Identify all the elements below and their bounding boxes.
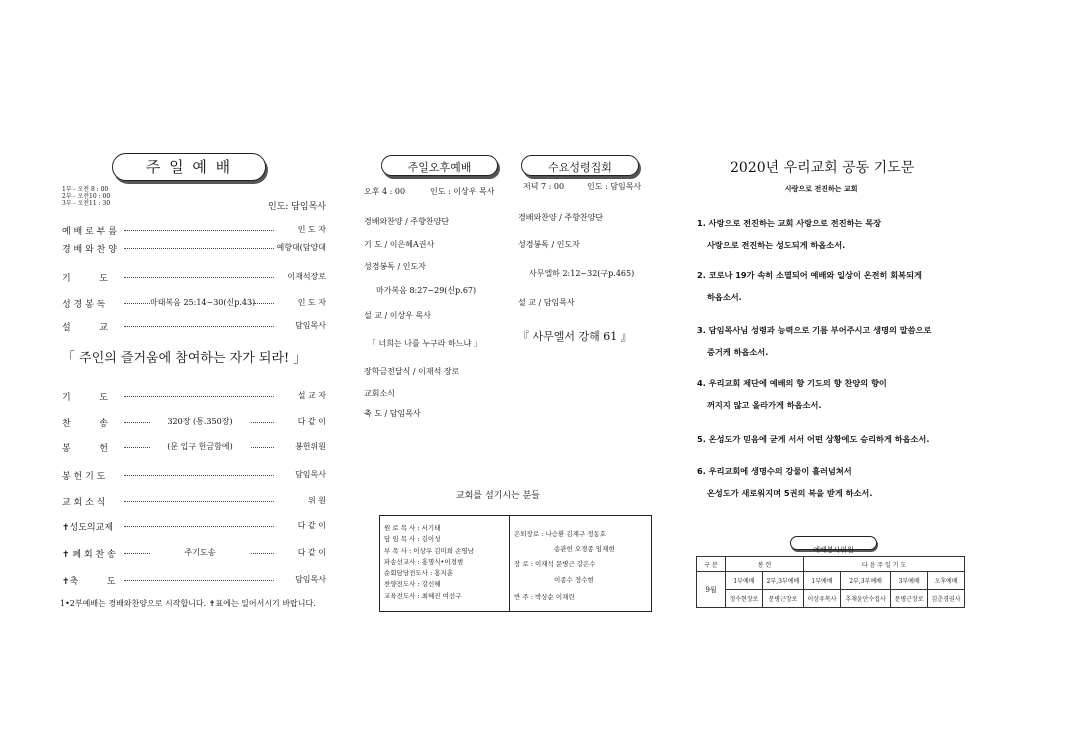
afternoon-item-9: 축 도 / 담임목사 xyxy=(364,409,421,418)
prayer-line: 2. 코로나 19가 속히 소멸되어 예배와 일상이 온전히 회복되게 xyxy=(697,270,922,280)
leader-dots xyxy=(124,277,274,278)
order-label: 기 도 xyxy=(62,274,108,284)
afternoon-title-box xyxy=(381,155,498,176)
servants-divider xyxy=(509,516,510,611)
volunteers-subheader-row xyxy=(697,572,965,590)
order-detail: 320장 (통.350장) xyxy=(150,416,250,427)
servants-title: 교회를 섬기시는 분들 xyxy=(456,491,540,501)
volunteers-header-row xyxy=(697,557,965,572)
order-label: 경 배 와 찬 양 xyxy=(62,245,117,255)
leader-dots xyxy=(124,248,274,249)
order-label: 성 경 봉 독 xyxy=(62,300,106,310)
afternoon-item-1: 경배와찬양 / 주향찬양단 xyxy=(364,217,450,226)
order-label: 봉 헌 기 도 xyxy=(62,472,106,482)
prayer-subtitle: 사랑으로 전진하는 교회 xyxy=(785,185,858,193)
prayer-line: 꺼지지 않고 올라가게 하옵소서. xyxy=(707,400,822,410)
order-label: 설 교 xyxy=(62,323,108,333)
sub-4: 2부,3부예배 xyxy=(840,572,890,590)
leader-dots xyxy=(124,326,274,327)
sunday-note: 1•2부예배는 경배와찬양으로 시작합니다. ✝표에는 일어서시기 바랍니다. xyxy=(60,599,316,608)
leader-dots xyxy=(124,501,274,502)
wednesday-item-4: 설 교 / 담임목사 xyxy=(518,298,575,307)
prayer-line: 3. 담임목사님 성령과 능력으로 기름 부어주시고 생명의 말씀으로 xyxy=(697,325,932,335)
volunteers-month: 9월 xyxy=(697,572,726,608)
order-label: 교 회 소 식 xyxy=(62,498,106,508)
order-label: 봉 헌 xyxy=(62,444,108,454)
order-label: ✝축 도 xyxy=(62,577,116,587)
order-person: 인 도 자 xyxy=(297,298,326,307)
order-person: 이재석장로 xyxy=(287,272,326,281)
prayer-line: 온성도가 새로워지며 5권의 복을 받게 하소서. xyxy=(707,488,873,498)
leader-dots xyxy=(124,580,274,581)
header-category: 구 분 xyxy=(697,557,726,572)
header-offering: 봉 헌 xyxy=(726,557,804,572)
time-1: 1부 - 오전 8 : 00 xyxy=(62,186,109,193)
order-label: ✝ 폐 회 찬 송 xyxy=(62,550,116,560)
wednesday-leader: 인도 : 담임목사 xyxy=(587,182,642,191)
order-label: 기 도 xyxy=(62,393,108,403)
order-person: 위 원 xyxy=(308,496,326,505)
sub-3: 1부예배 xyxy=(804,572,841,590)
time-2: 2부 - 오전10 : 00 xyxy=(62,193,111,200)
order-person: 봉헌위원 xyxy=(295,442,326,451)
sub-5: 3부예배 xyxy=(891,572,928,590)
cell-6: 김춘경권사 xyxy=(928,590,965,608)
afternoon-time: 오후 4 : 00 xyxy=(364,187,406,196)
order-label: ✝성도의교제 xyxy=(62,523,114,533)
leader-dots xyxy=(124,230,274,231)
sub-1: 1부예배 xyxy=(726,572,763,590)
volunteers-title: 예배봉사위원 xyxy=(813,546,854,554)
prayer-line: 사랑으로 전진하는 성도되게 하옵소서. xyxy=(707,240,846,250)
leader-dots xyxy=(124,396,274,397)
sunday-leader: 인도: 담임목사 xyxy=(267,202,326,212)
prayer-line: 6. 우리교회에 생명수의 강물이 흘러넘쳐서 xyxy=(697,466,852,476)
volunteers-table-wrap xyxy=(696,556,965,608)
sub-2: 2부,3부예배 xyxy=(762,572,803,590)
prayer-line: 하옵소서. xyxy=(707,292,742,302)
prayer-line: 4. 우리교회 제단에 예배의 향 기도의 향 찬양의 향이 xyxy=(697,378,887,388)
servant-line: 송관헌 오경종 임재현 xyxy=(554,545,615,553)
afternoon-sermon: 「 너희는 나를 누구라 하느냐 」 xyxy=(368,339,482,348)
time-3: 3부 - 오전11 : 30 xyxy=(62,200,111,207)
servant-line: 은퇴장로 : 나승환 김재구 정동호 xyxy=(514,530,607,538)
afternoon-item-7: 장학금전달식 / 이재석 장로 xyxy=(364,367,460,376)
sub-6: 오후예배 xyxy=(928,572,965,590)
order-person: 다 같 이 xyxy=(297,417,326,426)
cell-2: 문병근장로 xyxy=(762,590,803,608)
afternoon-item-2: 기 도 / 이은혜A권사 xyxy=(364,240,435,249)
prayer-line: 증거케 하옵소서. xyxy=(707,347,769,357)
sunday-times xyxy=(62,186,110,207)
afternoon-item-3: 성경봉독 / 인도자 xyxy=(364,262,426,271)
order-person: 담임목사 xyxy=(295,470,326,479)
wednesday-item-3: 사무엘하 2:12~32(구p.465) xyxy=(529,269,635,278)
leader-dots xyxy=(124,475,274,476)
volunteers-table xyxy=(696,556,965,608)
order-person: 예향대(담양대 xyxy=(276,243,326,252)
volunteers-title-box xyxy=(790,536,877,554)
leader-dots xyxy=(124,526,274,527)
servant-line: 장 로 : 이재석 문병근 강은수 xyxy=(514,560,596,568)
order-label: 찬 송 xyxy=(62,419,108,429)
servant-line: 파송선교사 : 홍명식•이경범 xyxy=(384,557,464,566)
wednesday-sermon: 『 사무엘서 강해 61 』 xyxy=(518,330,632,343)
servant-line: 원 로 목 사 : 서기태 xyxy=(384,524,441,532)
wednesday-title: 수요성령집회 xyxy=(548,161,612,174)
cell-3: 이상우목사 xyxy=(804,590,841,608)
order-person: 담임목사 xyxy=(295,575,326,584)
prayer-line: 5. 온성도가 믿음에 굳게 서서 어떤 상황에도 승리하게 하옵소서. xyxy=(697,434,930,444)
header-prayer: 다 음 주 일 기 도 xyxy=(804,557,965,572)
prayer-line: 1. 사랑으로 전진하는 교회 사랑으로 전진하는 목장 xyxy=(697,218,882,228)
sunday-sermon-title: 「 주인의 즐거움에 참여하는 자가 되라! 」 xyxy=(62,351,307,366)
sunday-title-box xyxy=(112,153,266,181)
servants-left xyxy=(384,523,474,602)
order-person: 설 교 자 xyxy=(297,391,326,400)
order-person: 다 같 이 xyxy=(297,521,326,530)
afternoon-item-8: 교회소식 xyxy=(364,389,395,398)
cell-5: 문병근장로 xyxy=(891,590,928,608)
order-detail: 마태복음 25:14~30(신p.43) xyxy=(150,298,256,307)
cell-4: 추재윤안수집사 xyxy=(840,590,890,608)
servant-line: 반 주 : 박상순 이채린 xyxy=(514,593,575,601)
order-person: 담임목사 xyxy=(295,321,326,330)
order-detail: 주기도송 xyxy=(150,547,250,558)
servant-line: 찬양전도사 : 강신혜 xyxy=(384,580,441,589)
afternoon-item-4: 마가복음 8:27~29(신p.67) xyxy=(376,286,477,295)
afternoon-title: 주일오후예배 xyxy=(407,161,472,174)
wednesday-item-2: 성경봉독 / 인도자 xyxy=(518,240,580,249)
order-detail: (문 입구 헌금함에) xyxy=(150,441,250,452)
servant-line: 교육전도사 : 최혜진 여선구 xyxy=(384,591,462,600)
afternoon-item-5: 설 교 / 이상우 목사 xyxy=(364,311,431,320)
sunday-title: 주 일 예 배 xyxy=(145,158,233,176)
servant-line: 이종수 정수현 xyxy=(554,576,594,584)
cell-1: 정수현장로 xyxy=(726,590,763,608)
order-label: 예 배 로 부 름 xyxy=(62,227,117,237)
volunteers-data-row xyxy=(697,590,965,608)
afternoon-leader: 인도 : 이상우 목사 xyxy=(430,187,495,196)
servant-line: 담 임 목 사 : 김이성 xyxy=(384,535,441,544)
order-person: 인 도 자 xyxy=(297,225,326,234)
prayer-title: 2020년 우리교회 공동 기도문 xyxy=(730,160,915,176)
servant-line: 부 목 사 : 이상우 김미희 손영남 xyxy=(384,546,474,555)
wednesday-item-1: 경배와찬양 / 주향찬양단 xyxy=(518,213,604,222)
servant-line: 순회담당전도사 : 홍지훈 xyxy=(384,569,454,578)
wednesday-title-box xyxy=(521,155,639,176)
order-person: 다 같 이 xyxy=(297,548,326,557)
wednesday-time: 저녁 7 : 00 xyxy=(523,182,565,191)
